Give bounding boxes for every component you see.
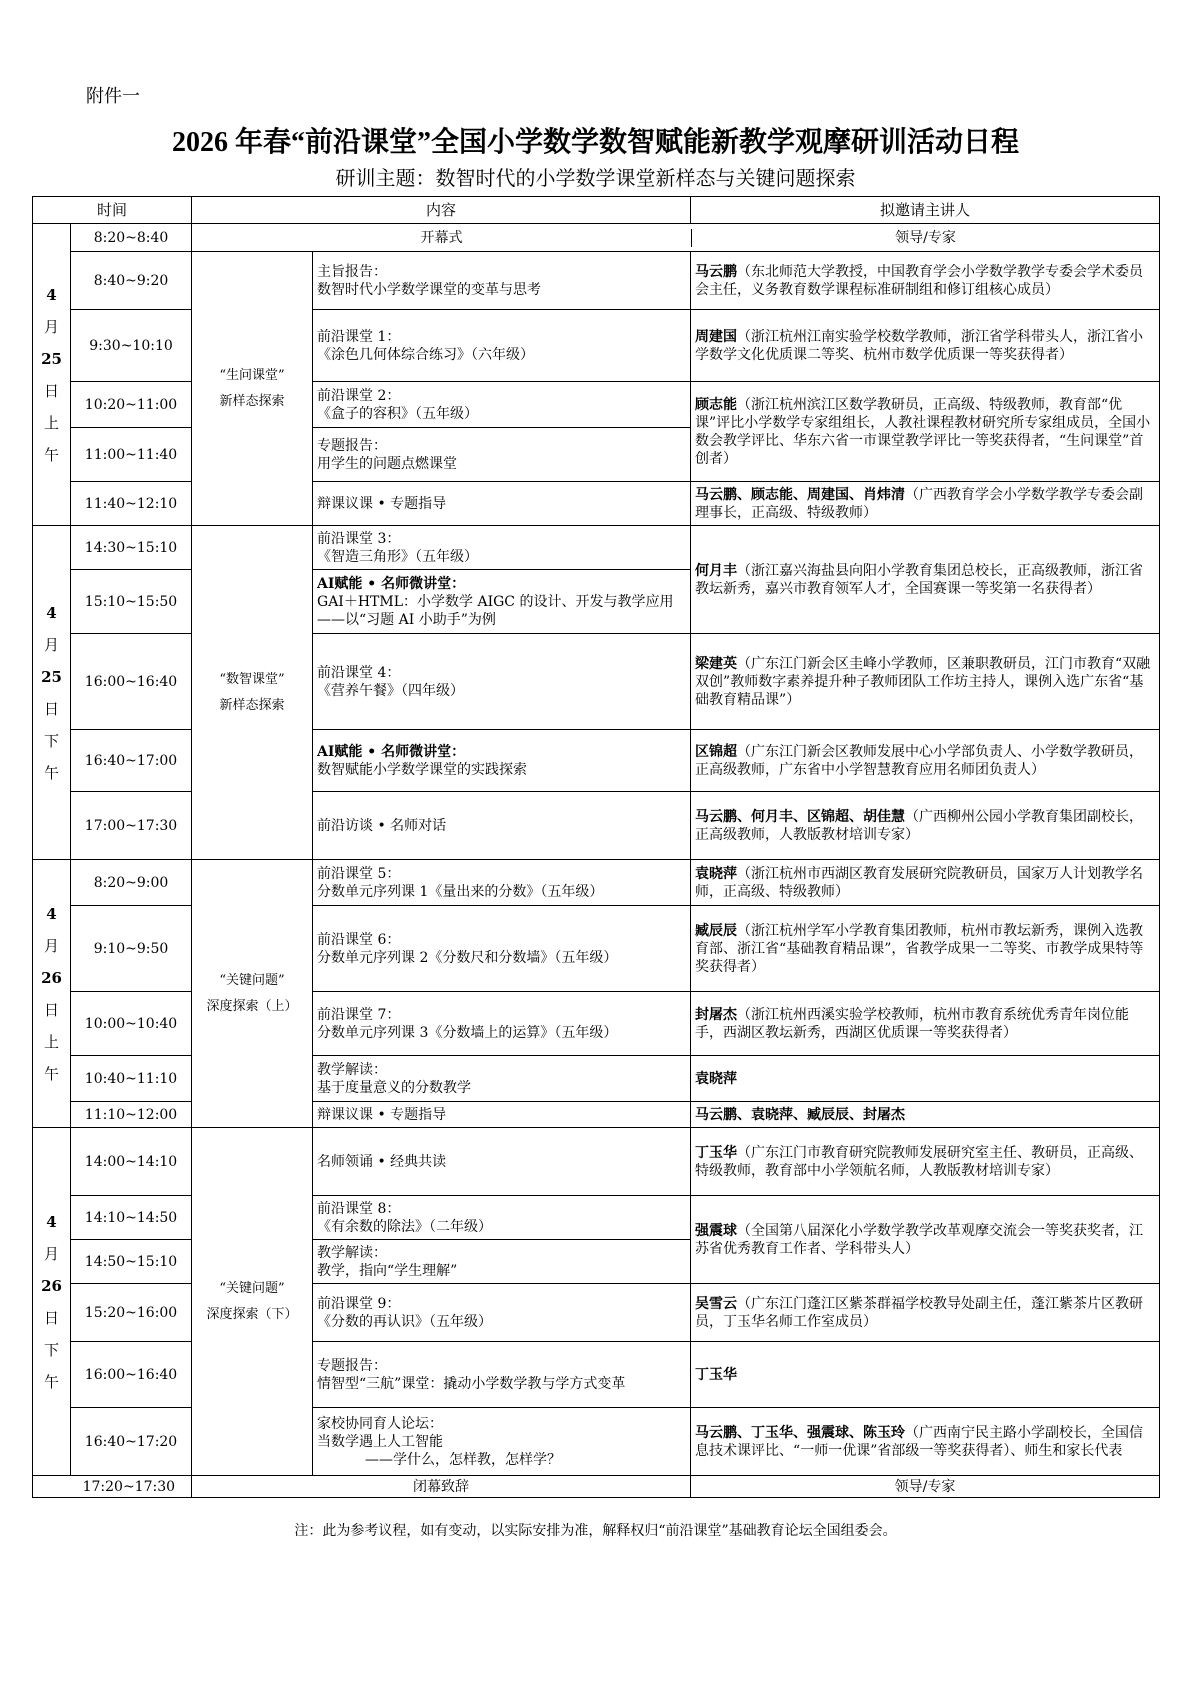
header-content: 内容 (192, 197, 691, 224)
header-speaker: 拟邀请主讲人 (691, 197, 1160, 224)
content-cell (313, 482, 691, 526)
content-cell (313, 310, 691, 382)
footnote: 注：此为参考议程，如有变动，以实际安排为准，解释权归“前沿课堂”基础教育论坛全国组委会。 (294, 1523, 897, 1539)
speaker-name: 何月丰 (695, 562, 738, 579)
content-cell (313, 992, 691, 1056)
content-cell (313, 570, 691, 634)
content-body: 分数单元序列课 3《分数墙上的运算》（五年级） (317, 1024, 618, 1041)
date-cell (33, 526, 71, 860)
content-cell (313, 1102, 691, 1128)
session-label (192, 526, 313, 860)
date-char: 4 (46, 285, 57, 304)
speaker-name: 马云鹏、何月丰、区锦超、胡佳慧 (695, 808, 906, 825)
content-cell (313, 252, 691, 310)
date-cell (33, 224, 71, 526)
content-body: 数智时代小学数学课堂的变革与思考 (317, 281, 542, 298)
content-cell (313, 428, 691, 482)
session-title: “关键问题” (219, 972, 285, 988)
speaker-cell (691, 526, 1160, 634)
header-time: 时间 (33, 197, 192, 224)
content-heading: 前沿课堂 9： (317, 1295, 401, 1312)
date-char: 午 (43, 1372, 59, 1391)
date-char: 日 (43, 1000, 59, 1019)
speaker-desc: （广西教育学会小学数学教学专委会副理事长，正高级、特级教师） (695, 486, 1144, 521)
date-char: 26 (41, 968, 62, 987)
speaker-cell (691, 1342, 1160, 1408)
speaker-cell (691, 310, 1160, 382)
speaker-cell (691, 860, 1160, 906)
speaker-name: 顾志能 (695, 396, 738, 413)
content-heading: 教学解读： (317, 1244, 388, 1261)
content-body: 基于度量意义的分数教学 (317, 1079, 472, 1096)
content-body-2: ——学什么，怎样教，怎样学？ (365, 1451, 562, 1468)
date-char: 4 (46, 904, 57, 923)
time-cell: 14:10~14:50 (71, 1196, 192, 1240)
time-cell: 8:20~8:40 (71, 224, 192, 252)
speaker-desc: （广东江门新会区圭峰小学教师，区兼职教研员，江门市教育“双融双创”教师数字素养提升种子教师团队工作坊主持人，课例入选广东省“基础教育精品课”） (695, 655, 1151, 708)
page-subtitle: 研训主题：数智时代的小学数学课堂新样态与关键问题探索 (335, 166, 856, 190)
speaker-desc: （全国第八届深化小学数学教学改革观摩交流会一等奖获奖者，江苏省优秀教育工作者、学科带头人） (695, 1222, 1144, 1257)
content-body: 数智赋能小学数学课堂的实践探索 (317, 761, 528, 778)
content-body: 《营养午餐》（四年级） (317, 682, 465, 699)
speaker-cell (691, 1196, 1160, 1284)
date-char: 26 (41, 1276, 62, 1295)
date-char: 4 (46, 603, 57, 622)
closing-ceremony: 闭幕致辞 (192, 1476, 691, 1498)
speaker-desc: （广西南宁民主路小学副校长，全国信息技术课评比、“一师一优课”省部级一等奖获得者）、师生和家长代表 (695, 1424, 1144, 1459)
content-heading: 教学解读： (317, 1061, 388, 1078)
date-char: 月 (43, 936, 59, 955)
content-heading: 前沿课堂 7： (317, 1006, 401, 1023)
content-body: 《分数的再认识》（五年级） (317, 1313, 493, 1330)
content-heading: 家校协同育人论坛： (317, 1415, 444, 1432)
time-cell: 9:30~10:10 (71, 310, 192, 382)
content-heading: 前沿课堂 2： (317, 387, 401, 404)
content-cell (313, 906, 691, 992)
date-char: 月 (43, 317, 59, 336)
session-subtitle: 深度探索（下） (206, 1306, 298, 1322)
session-title: “数智课堂” (219, 671, 285, 687)
closing-speaker: 领导/专家 (691, 1476, 1160, 1498)
time-cell: 15:20~16:00 (71, 1284, 192, 1342)
session-label (192, 1128, 313, 1476)
time-cell: 14:30~15:10 (71, 526, 192, 570)
speaker-name: 周建国 (695, 328, 738, 345)
table-row (33, 224, 1160, 252)
speaker-cell (691, 482, 1160, 526)
content-cell (313, 792, 691, 860)
time-cell: 17:20~17:30 (33, 1476, 192, 1498)
time-cell: 10:00~10:40 (71, 992, 192, 1056)
content-body: GAI＋HTML：小学数学 AIGC 的设计、开发与教学应用——以“习题 AI 小助手”为例 (317, 593, 674, 628)
speaker-cell (691, 906, 1160, 992)
date-char: 午 (43, 445, 59, 464)
speaker-name: 臧辰辰 (695, 922, 738, 939)
time-cell: 16:00~16:40 (71, 634, 192, 730)
speaker-name: 丁玉华 (695, 1144, 738, 1161)
schedule-table (32, 196, 1160, 1498)
content-body: 当数学遇上人工智能 (317, 1433, 444, 1450)
date-char: 上 (43, 413, 59, 432)
speaker-cell (691, 1056, 1160, 1102)
time-cell: 10:20~11:00 (71, 382, 192, 428)
content-heading: 前沿课堂 8： (317, 1200, 401, 1217)
speaker-cell (691, 382, 1160, 482)
speaker-cell (691, 634, 1160, 730)
date-char: 月 (43, 635, 59, 654)
session-label (192, 860, 313, 1128)
content-heading: 前沿课堂 5： (317, 865, 401, 882)
content-heading: 主旨报告： (317, 263, 388, 280)
date-char: 日 (43, 699, 59, 718)
speaker-name: 袁晓萍 (695, 865, 738, 882)
content-cell (313, 1240, 691, 1284)
content-heading: 前沿课堂 6： (317, 931, 401, 948)
content-heading: 专题报告： (317, 1357, 388, 1374)
content-cell (313, 1196, 691, 1240)
speaker-cell (691, 992, 1160, 1056)
date-cell (33, 860, 71, 1128)
speaker-name: 马云鹏、袁晓萍、臧辰辰、封屠杰 (695, 1106, 906, 1123)
header-row (33, 197, 1160, 224)
time-cell: 16:40~17:20 (71, 1408, 192, 1476)
content-heading: 前沿访谈 • 名师对话 (317, 817, 447, 834)
content-body: 《智造三角形》（五年级） (317, 548, 479, 565)
time-cell: 14:50~15:10 (71, 1240, 192, 1284)
speaker-desc: （广东江门新会区教师发展中心小学部负责人、小学数学教研员，正高级教师，广东省中小学智慧教育应用名师团负责人） (695, 743, 1144, 778)
speaker-desc: （广东江门蓬江区紫茶群福学校教导处副主任，蓬江紫茶片区教研员，丁玉华名师工作室成员） (695, 1295, 1144, 1330)
time-cell: 16:00~16:40 (71, 1342, 192, 1408)
opening-speaker: 领导/专家 (895, 229, 956, 246)
speaker-desc: （浙江杭州滨江区数学教研员，正高级、特级教师，教育部“优课”评比小学数学专家组组长，人教社课程教材研究所专家组成员，全国小数会教学评比、华东六省一市课堂教学评比一等奖获得者，“生问课堂”首创者） (695, 396, 1151, 467)
session-label (192, 252, 313, 526)
speaker-desc: （东北师范大学教授，中国教育学会小学数学教学专委会学术委员会主任，义务教育数学课程标准研制组和修订组核心成员） (695, 263, 1144, 298)
content-heading: 前沿课堂 1： (317, 328, 401, 345)
session-subtitle: 新样态探索 (219, 697, 285, 713)
time-cell: 8:40~9:20 (71, 252, 192, 310)
content-cell (313, 1342, 691, 1408)
content-body: 用学生的问题点燃课堂 (317, 455, 458, 472)
time-cell: 11:00~11:40 (71, 428, 192, 482)
table-row (33, 1476, 1160, 1498)
speaker-cell (691, 1102, 1160, 1128)
content-cell (313, 634, 691, 730)
time-cell: 14:00~14:10 (71, 1128, 192, 1196)
speaker-desc: （广西柳州公园小学教育集团副校长，正高级教师，人教版教材培训专家） (695, 808, 1144, 843)
content-body: 《有余数的除法》（二年级） (317, 1218, 493, 1235)
session-subtitle: 新样态探索 (219, 393, 285, 409)
speaker-name: 丁玉华 (695, 1366, 738, 1383)
time-cell: 9:10~9:50 (71, 906, 192, 992)
table-row (33, 1128, 1160, 1196)
time-cell: 11:10~12:00 (71, 1102, 192, 1128)
time-cell: 10:40~11:10 (71, 1056, 192, 1102)
opening-ceremony: 开幕式 (192, 229, 692, 247)
content-cell (313, 1284, 691, 1342)
content-heading: AI赋能 • 名师微讲堂： (317, 575, 466, 592)
content-heading: AI赋能 • 名师微讲堂： (317, 743, 466, 760)
date-char: 25 (41, 349, 62, 368)
speaker-name: 梁建英 (695, 655, 738, 672)
content-cell (313, 1128, 691, 1196)
date-cell (33, 1128, 71, 1476)
speaker-desc: （浙江杭州西溪实验学校教师，杭州市教育系统优秀青年岗位能手，西湖区教坛新秀，西湖区优质课一等奖获得者） (695, 1006, 1130, 1041)
time-cell: 15:10~15:50 (71, 570, 192, 634)
date-char: 下 (43, 1340, 59, 1359)
content-cell (313, 730, 691, 792)
annex-label: 附件一 (86, 86, 140, 107)
speaker-desc: （浙江嘉兴海盐县向阳小学教育集团总校长，正高级教师，浙江省教坛新秀，嘉兴市教育领军人才，全国赛课一等奖第一名获得者） (695, 562, 1144, 597)
content-cell (313, 526, 691, 570)
content-body: 教学，指向“学生理解” (317, 1262, 458, 1279)
content-body: 分数单元序列课 1《量出来的分数》（五年级） (317, 883, 604, 900)
date-char: 日 (43, 1308, 59, 1327)
session-subtitle: 深度探索（上） (206, 998, 298, 1014)
content-body: 情智型“三航”课堂：撬动小学数学教与学方式变革 (317, 1375, 626, 1392)
speaker-name: 袁晓萍 (695, 1070, 738, 1087)
content-cell (313, 1408, 691, 1476)
speaker-name: 马云鹏、顾志能、周建国、肖炜清 (695, 486, 906, 503)
table-row (33, 860, 1160, 906)
content-heading: 名师领诵 • 经典共读 (317, 1153, 447, 1170)
content-cell (313, 860, 691, 906)
date-char: 午 (43, 1064, 59, 1083)
speaker-cell (691, 792, 1160, 860)
content-heading: 辩课议课 • 专题指导 (317, 1106, 447, 1123)
content-heading: 前沿课堂 3： (317, 530, 401, 547)
speaker-cell (691, 1408, 1160, 1476)
speaker-cell (691, 1128, 1160, 1196)
session-title: “关键问题” (219, 1280, 285, 1296)
speaker-name: 马云鹏、丁玉华、强震球、陈玉玲 (695, 1424, 906, 1441)
date-char: 上 (43, 1032, 59, 1051)
speaker-name: 强震球 (695, 1222, 738, 1239)
content-cell (313, 1056, 691, 1102)
speaker-desc: （浙江杭州江南实验学校数学教师，浙江省学科带头人，浙江省小学数学文化优质课二等奖、杭州市数学优质课一等奖获得者） (695, 328, 1144, 363)
speaker-cell (691, 730, 1160, 792)
time-cell: 11:40~12:10 (71, 482, 192, 526)
content-body: 《涂色几何体综合练习》（六年级） (317, 346, 535, 363)
speaker-name: 区锦超 (695, 743, 738, 760)
speaker-name: 封屠杰 (695, 1006, 738, 1023)
date-char: 4 (46, 1212, 57, 1231)
ceremony-row (192, 224, 1160, 252)
date-char: 月 (43, 1244, 59, 1263)
date-char: 午 (43, 763, 59, 782)
time-cell: 16:40~17:00 (71, 730, 192, 792)
content-body: 分数单元序列课 2《分数尺和分数墙》（五年级） (317, 949, 618, 966)
speaker-name: 马云鹏 (695, 263, 738, 280)
content-heading: 前沿课堂 4： (317, 664, 401, 681)
content-body: 《盒子的容积》（五年级） (317, 405, 479, 422)
table-row (33, 526, 1160, 570)
speaker-desc: （浙江杭州市西湖区教育发展研究院教研员，国家万人计划教学名师，正高级、特级教师） (695, 865, 1144, 900)
date-char: 日 (43, 381, 59, 400)
table-row (33, 252, 1160, 310)
content-cell (313, 382, 691, 428)
date-char: 下 (43, 731, 59, 750)
time-cell: 8:20~9:00 (71, 860, 192, 906)
page-title: 2026 年春“前沿课堂”全国小学数学数智赋能新教学观摩研训活动日程 (171, 127, 1019, 158)
speaker-name: 吴雪云 (695, 1295, 738, 1312)
speaker-cell (691, 252, 1160, 310)
date-char: 25 (41, 667, 62, 686)
speaker-cell (691, 1284, 1160, 1342)
content-heading: 辩课议课 • 专题指导 (317, 495, 447, 512)
time-cell: 17:00~17:30 (71, 792, 192, 860)
speaker-desc: （浙江杭州学军小学教育集团教师，杭州市教坛新秀，课例入选教育部、浙江省“基础教育精品课”，省教学成果一二等奖、市教学成果特等奖获得者） (695, 922, 1144, 975)
speaker-desc: （广东江门市教育研究院教师发展研究室主任、教研员，正高级、特级教师，教育部中小学领航名师，人教版教材培训专家） (695, 1144, 1144, 1179)
content-heading: 专题报告： (317, 437, 388, 454)
session-title: “生问课堂” (219, 367, 285, 383)
